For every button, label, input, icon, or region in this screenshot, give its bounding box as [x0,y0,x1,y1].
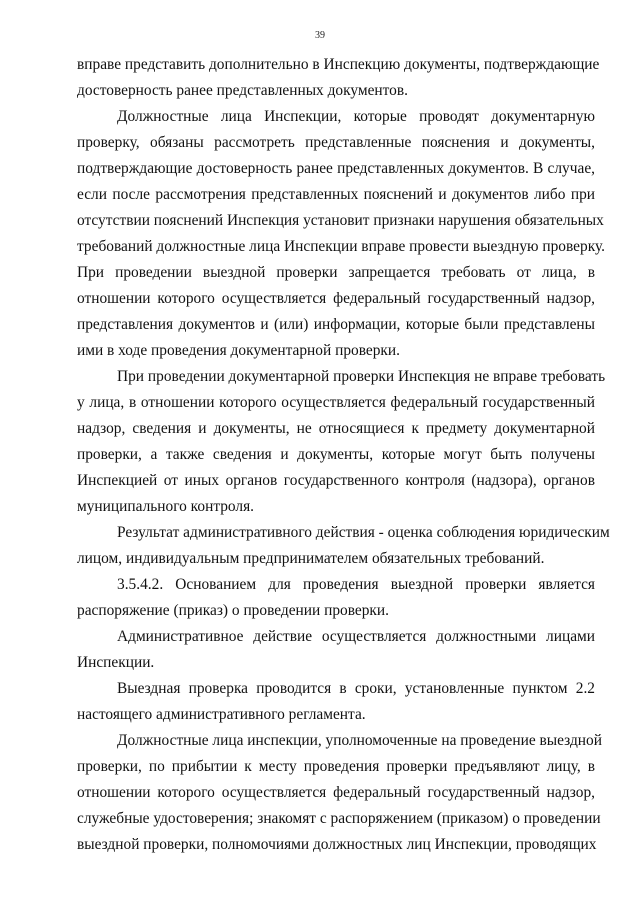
text-line: проверки, а также сведения и документы, которые могут быть получены [77,446,595,463]
text-line: требований должностные лица Инспекции вправе провести выездную проверку. [77,238,605,255]
text-line: Должностные лица Инспекции, которые проводят документарную [117,108,595,125]
text-line: проверки, по прибытии к месту проведения проверки предъявляют лицу, в [77,758,595,775]
text-line: надзор, сведения и документы, не относящиеся к предмету документарной [77,420,595,437]
text-line: выездной проверки, полномочиями должностных лиц Инспекции, проводящих [77,836,597,853]
text-line: отношении которого осуществляется федеральный государственный надзор, [77,290,595,307]
page-number: 39 [315,30,325,41]
text-line: лицом, индивидуальным предпринимателем обязательных требований. [77,550,545,567]
text-line: служебные удостоверения; знакомят с распоряжением (приказом) о проведении [77,810,601,827]
text-line: Инспекцией от иных органов государственного контроля (надзора), органов [77,472,595,489]
text-line: Должностные лица инспекции, уполномоченные на проведение выездной [117,732,602,749]
text-line: Выездная проверка проводится в сроки, установленные пунктом 2.2 [117,680,595,697]
text-line: отношении которого осуществляется федеральный государственный надзор, [77,784,595,801]
text-line: у лица, в отношении которого осуществляется федеральный государственный [77,394,595,411]
text-line: подтверждающие достоверность ранее представленных документов. В случае, [77,160,595,177]
text-line: При проведении документарной проверки Инспекция не вправе требовать [117,368,606,385]
text-line: ими в ходе проведения документарной проверки. [77,342,400,359]
text-line: При проведении выездной проверки запрещается требовать от лица, в [77,264,595,281]
text-line: настоящего административного регламента. [77,706,366,723]
text-line: отсутствии пояснений Инспекция установит признаки нарушения обязательных [77,212,604,229]
text-line: Результат административного действия - оценка соблюдения юридическим [117,524,610,541]
text-line: вправе представить дополнительно в Инспекцию документы, подтверждающие [77,56,600,73]
text-line: если после рассмотрения представленных пояснений и документов либо при [77,186,595,203]
text-line: проверку, обязаны рассмотреть представленные пояснения и документы, [77,134,595,151]
text-line: Инспекции. [77,654,155,671]
text-line: представления документов и (или) информации, которые были представлены [77,316,595,333]
text-line: муниципального контроля. [77,498,255,515]
text-line: 3.5.4.2. Основанием для проведения выездной проверки является [117,576,595,593]
text-line: распоряжение (приказ) о проведении проверки. [77,602,389,619]
text-line: Административное действие осуществляется должностными лицами [117,628,595,645]
text-line: достоверность ранее представленных документов. [77,82,408,99]
